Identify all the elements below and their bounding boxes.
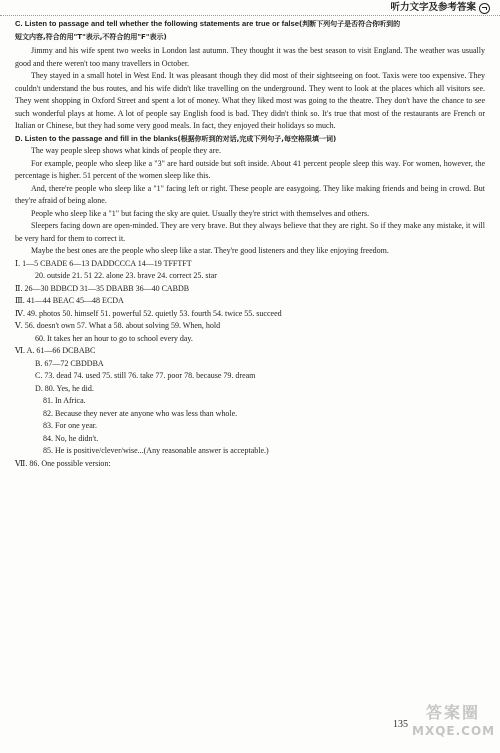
- section-c-paragraph: They stayed in a small hotel in West End. It was pleasant though they did most of their sightseeing on foot. Taxis were too expensive. They couldn't understand the bus routes, and his wife didn't like travelling on the underground. They went to look at the places which all visitors see. They went shopping in Oxford Street and spent a lot of money. What they liked most was going to the theatre. They don't have the chance to see such wonderful plays at home. A lot of people say English food is bad. They didn't think so. It's true that most of the restaurants are French or Italian or Chinese, but they had some very good meals. In fact, they enjoyed their holidays so much.: [15, 71, 485, 130]
- header-logo-icon: [479, 3, 490, 14]
- answer-line: Ⅲ. 41—44 BEAC 45—48 ECDA: [15, 296, 124, 305]
- section-d-title: D. Listen to the passage and fill in the blanks(根据你听到的对话,完成下列句子,每空格限填一词): [15, 133, 337, 143]
- section-d-paragraph: For example, people who sleep like a "3" are hard outside but soft inside. About 41 percent people sleep this way. For women, however, the percentage is higher. 51 percent of the women sleep like this.: [15, 158, 485, 180]
- answer-line: Ⅱ. 26—30 BDBCD 31—35 DBABB 36—40 CABDB: [15, 283, 190, 293]
- section-d-paragraph: Sleepers facing down are open-minded. They are very brave. But they always believe that they are right. So if they make any mistake, it will be very hard for them to correct it.: [15, 221, 485, 243]
- answer-line: 20. outside 21. 51 22. alone 23. brave 24. correct 25. star: [35, 271, 217, 280]
- watermark-logo: 答案圈 MXQE.COM: [412, 703, 496, 738]
- section-c-paragraph: Jimmy and his wife spent two weeks in London last autumn. They thought it was the best season to visit England. The weather was usually good and there weren't too many travellers in October.: [15, 46, 485, 68]
- answer-line: 84. No, he didn't.: [43, 433, 99, 443]
- answer-line: C. 73. dead 74. used 75. still 76. take 77. poor 78. because 79. dream: [35, 371, 256, 380]
- answer-line: Ⅶ. 86. One possible version:: [15, 458, 111, 468]
- section-d-paragraph: The way people sleep shows what kinds of people they are.: [31, 146, 221, 155]
- answer-line: Ⅰ. 1—5 CBADE 6—13 DADDCCCA 14—19 TFFTFT: [15, 258, 192, 268]
- page-number: 135: [393, 719, 408, 730]
- page-content: [15, 18, 485, 470]
- section-d-paragraph: Maybe the best ones are the people who sleep like a star. They're good listeners and they like enjoying freedom.: [31, 246, 389, 255]
- answer-line: D. 80. Yes, he did.: [35, 383, 94, 393]
- answer-line: 85. He is positive/clever/wise...(Any reasonable answer is acceptable.): [43, 446, 269, 455]
- header-divider: [0, 15, 500, 16]
- section-c-title: C. Listen to passage and tell whether the following statements are true or false(判断下列句子是否符合你听到的: [15, 19, 401, 28]
- answer-line: B. 67—72 CBDDBA: [35, 358, 104, 368]
- header-title: 听力文字及参考答案: [390, 2, 476, 13]
- page-header: [390, 2, 490, 15]
- answer-line: 82. Because they never ate anyone who was less than whole.: [43, 408, 238, 418]
- answer-line: Ⅴ. 56. doesn't own 57. What a 58. about solving 59. When, hold: [15, 321, 221, 330]
- section-c-title-cont: 短文内容,符合的用"T"表示,不符合的用"F"表示): [15, 32, 167, 41]
- section-d-paragraph: People who sleep like a "1" but facing the sky are quiet. Usually they're strict with themselves and others.: [31, 208, 370, 218]
- answer-line: 60. It takes her an hour to go to school every day.: [35, 333, 193, 343]
- answer-key: [15, 258, 485, 471]
- answer-line: 83. For one year.: [43, 421, 97, 430]
- answer-line: Ⅵ. A. 61—66 DCBABC: [15, 346, 96, 355]
- section-d-paragraph: And, there're people who sleep like a "1" facing left or right. These people are easygoing. They like making friends and being in crowd. But they're afraid of being alone.: [15, 183, 485, 205]
- answer-line: Ⅳ. 49. photos 50. himself 51. powerful 52. quietly 53. fourth 54. twice 55. succeed: [15, 308, 282, 318]
- answer-line: 81. In Africa.: [43, 396, 86, 405]
